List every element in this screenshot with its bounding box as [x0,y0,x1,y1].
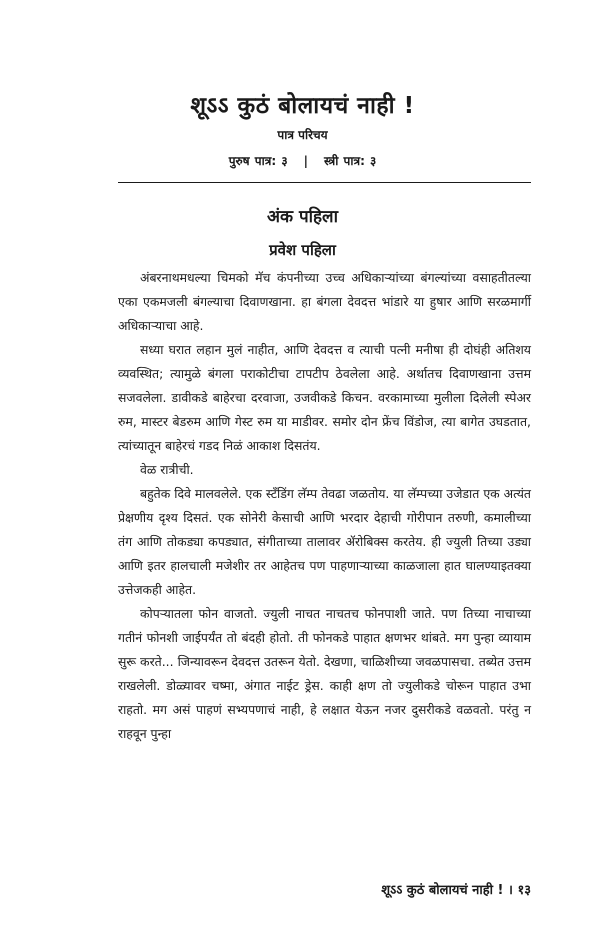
female-cast-count: स्त्री पात्र: ३ [323,154,377,168]
male-cast-count: पुरुष पात्र: ३ [228,154,288,168]
cast-introduction-heading: पात्र परिचय [277,128,328,142]
paragraph: अंबरनाथमधल्या चिमको मॅच कंपनीच्या उच्च अधिकाऱ्यांच्या बंगल्यांच्या वसाहतीतल्या एका एकमजली बंगल्याचा दिवाणखाना. हा बंगला देवदत्त भांडारे या हुषार आणि सरळमार्गी अधिकाऱ्याचा आहे. [118,270,531,333]
paragraph: बहुतेक दिवे मालवलेले. एक स्टॅंडिंग लॅम्प तेवढा जळतोय. या लॅम्पच्या उजेडात एक अत्यंत प्रेक्षणीय दृश्य दिसतं. एक सोनेरी केसाची आणि भरदार देहाची गोरीपान तरुणी, कमालीच्या तंग आणि तोकड्या कपड्यात, संगीताच्या तालावर ॲरोबिक्स करतेय. ही ज्युली तिच्या उड्या आणि इतर हालचाली मजेशीर तर आहेतच पण पाहणाऱ्याच्या काळजाला हात घालण्याइतक्या उत्तेजकही आहेत. [118,486,531,597]
cast-counts [0,152,605,169]
scene-heading: प्रवेश पहिला [269,241,336,259]
page-footer [381,880,531,898]
paragraph: वेळ रात्रीची. [140,462,194,477]
footer-separator: । [508,883,513,898]
paragraph: कोपऱ्यातला फोन वाजतो. ज्युली नाचत नाचतच फोनपाशी जाते. पण तिच्या नाचाच्या गतीनं फोनशी जाईपर्यंत तो बंदही होतो. ती फोनकडे पाहात क्षणभर थांबते. मग पुन्हा व्यायाम सुरू करते... जिन्यावरून देवदत्त उतरून येतो. देखणा, चाळिशीच्या जवळपासचा. तब्येत उत्तम राखलेली. डोळ्यावर चष्मा, अंगात नाईट ड्रेस. काही क्षण तो ज्युलीकडे चोरून पाहात उभा राहतो. मग असं पाहणं सभ्यपणाचं नाही, हे लक्षात येऊन नजर दुसरीकडे वळवतो. परंतु न राहवून पुन्हा [118,606,531,741]
running-title: शूऽऽ कुठं बोलायचं नाही ! [381,883,504,898]
play-title: शूऽऽ कुठं बोलायचं नाही ! [190,93,415,119]
cast-separator: | [303,154,308,168]
stage-directions [118,266,531,746]
paragraph: सध्या घरात लहान मुलं नाहीत, आणि देवदत्त व त्याची पत्नी मनीषा ही दोघंही अतिशय व्यवस्थित; त्यामुळे बंगला पराकोटीचा टापटीप ठेवलेला आहे. अर्थातच दिवाणखाना उत्तम सजवलेला. डावीकडे बाहेरचा दरवाजा, उजवीकडे किचन. वरकामाच्या मुलीला दिलेली स्पेअर रुम, मास्टर बेडरुम आणि गेस्ट रुम या माडीवर. समोर दोन फ्रेंच विंडोज, त्या बागेत उघडतात, त्यांच्यातून बाहेरचं गडद निळं आकाश दिसतंय. [118,342,531,453]
act-heading: अंक पहिला [267,207,338,227]
page-number: १३ [517,883,531,898]
horizontal-rule [118,182,531,183]
